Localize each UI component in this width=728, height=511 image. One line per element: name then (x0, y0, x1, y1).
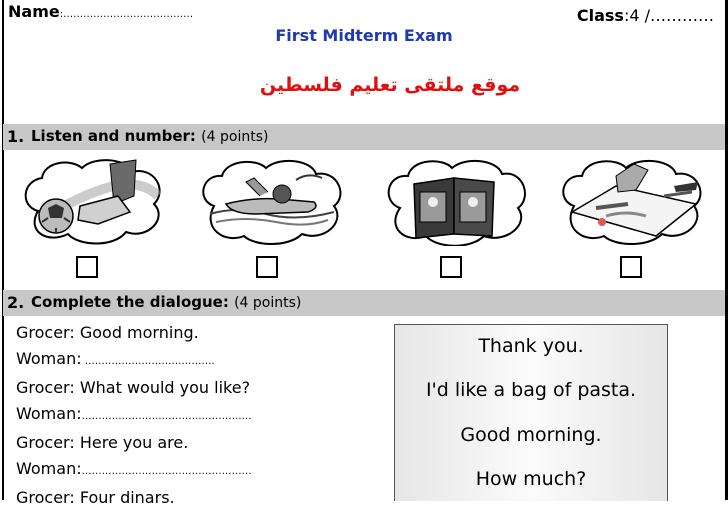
dialogue-line: Grocer: Here you are. (16, 433, 189, 452)
answer-box-1[interactable] (76, 256, 98, 278)
site-watermark-arabic: موقع ملتقى تعليم فلسطين (259, 74, 521, 96)
word-bank (394, 324, 668, 501)
section-number: 1. (7, 127, 25, 146)
dialogue-line[interactable]: Woman:…………………………………………… (16, 459, 252, 478)
dialogue-line: Grocer: Four dinars. (16, 488, 175, 507)
answer-box-4[interactable] (620, 256, 642, 278)
section-title: Listen and number: (4 points) (31, 127, 269, 145)
dialogue-line: Grocer: Good morning. (16, 323, 199, 342)
section-2-header (3, 290, 725, 316)
word-bank-item: Thank you. (478, 335, 584, 357)
name-label: Name (8, 2, 60, 21)
swimmer-picture (196, 156, 348, 246)
name-blank[interactable]: :………………………………… (59, 9, 194, 20)
answer-box-2[interactable] (256, 256, 278, 278)
class-label: Class (576, 6, 624, 25)
word-bank-item: Good morning. (460, 424, 602, 446)
listen-pictures (0, 156, 728, 246)
word-bank-item: How much? (475, 468, 587, 490)
section-number: 2. (7, 293, 25, 312)
section-title: Complete the dialogue: (4 points) (31, 293, 302, 311)
class-field[interactable] (577, 6, 714, 25)
section-points: (4 points) (234, 295, 302, 311)
exam-title: First Midterm Exam (275, 26, 453, 45)
book-picture (380, 156, 532, 246)
section-1-header (3, 124, 725, 150)
football-kick-picture (18, 156, 170, 246)
dialogue-line[interactable]: Woman:…………………………………………… (16, 404, 252, 423)
dialogue (16, 320, 252, 511)
name-field[interactable] (8, 2, 193, 21)
dialogue-line: Grocer: What would you like? (16, 378, 251, 397)
dialogue-line[interactable]: Woman: ………………………………… (16, 349, 215, 368)
drawing-picture (556, 156, 708, 246)
section-points: (4 points) (201, 129, 269, 145)
answer-box-3[interactable] (440, 256, 462, 278)
word-bank-item: I'd like a bag of pasta. (425, 379, 637, 401)
class-value[interactable]: :4 /………… (623, 6, 714, 25)
